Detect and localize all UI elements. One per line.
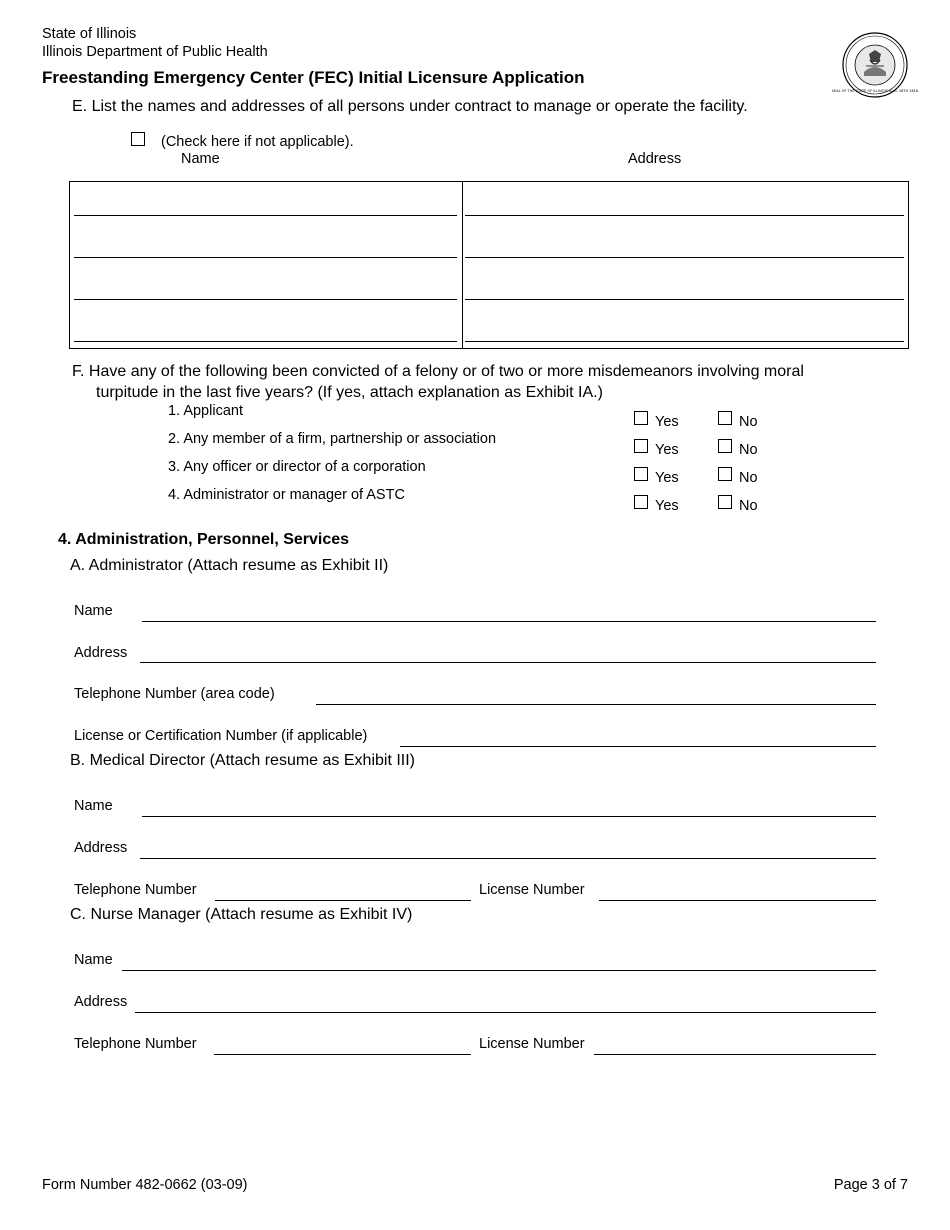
administrator-phone-field[interactable] <box>316 704 876 705</box>
applicant-no-checkbox[interactable] <box>718 411 732 425</box>
page-title: Freestanding Emergency Center (FEC) Initial Licensure Application <box>42 68 585 87</box>
administrator-license-label: License or Certification Number (if applicable) <box>74 728 368 744</box>
nurse-manager-license-label: License Number <box>479 1036 585 1052</box>
nurse-manager-phone-field[interactable] <box>214 1054 471 1055</box>
contractor-address-field-4[interactable] <box>465 341 904 342</box>
conviction-item-applicant: 1. Applicant <box>168 403 243 419</box>
medical-director-phone-label: Telephone Number <box>74 882 197 898</box>
medical-director-title: B. Medical Director (Attach resume as Exhibit III) <box>70 752 415 769</box>
administrator-no-checkbox[interactable] <box>718 495 732 509</box>
medical-director-phone-field[interactable] <box>215 900 471 901</box>
section-e-question: E. List the names and addresses of all persons under contract to manage or operate the facility. <box>72 98 748 115</box>
administrator-license-field[interactable] <box>400 746 876 747</box>
seal-caption: SEAL OF THE STATE OF ILLINOIS AUG. 26TH 1818 <box>831 89 919 93</box>
administrator-address-field[interactable] <box>140 662 876 663</box>
firm-member-yes-checkbox[interactable] <box>634 439 648 453</box>
administrator-title: A. Administrator (Attach resume as Exhibit II) <box>70 557 389 574</box>
applicant-yes-checkbox[interactable] <box>634 411 648 425</box>
no-label: No <box>739 498 758 514</box>
contractor-address-field-2[interactable] <box>465 257 904 258</box>
yes-label: Yes <box>655 498 679 514</box>
not-applicable-label: (Check here if not applicable). <box>161 134 354 150</box>
contractor-table <box>69 181 909 349</box>
page-number: Page 3 of 7 <box>833 1177 908 1193</box>
conviction-item-officer: 3. Any officer or director of a corporation <box>168 459 426 475</box>
contractor-address-field-3[interactable] <box>465 299 904 300</box>
no-label: No <box>739 442 758 458</box>
department-name: Illinois Department of Public Health <box>42 44 268 60</box>
nurse-manager-name-field[interactable] <box>122 970 876 971</box>
nurse-manager-title: C. Nurse Manager (Attach resume as Exhibit IV) <box>70 906 413 923</box>
section-4-heading: 4. Administration, Personnel, Services <box>58 531 350 548</box>
yes-label: Yes <box>655 470 679 486</box>
firm-member-no-checkbox[interactable] <box>718 439 732 453</box>
table-column-divider <box>462 182 463 348</box>
nurse-manager-name-label: Name <box>74 952 113 968</box>
section-f-question-line2: turpitude in the last five years? (If yes, attach explanation as Exhibit IA.) <box>96 384 603 401</box>
medical-director-address-field[interactable] <box>140 858 876 859</box>
medical-director-license-field[interactable] <box>599 900 876 901</box>
conviction-item-administrator: 4. Administrator or manager of ASTC <box>168 487 405 503</box>
administrator-address-label: Address <box>74 645 128 661</box>
column-header-name: Name <box>181 151 220 167</box>
officer-no-checkbox[interactable] <box>718 467 732 481</box>
state-seal-icon <box>831 32 919 98</box>
nurse-manager-address-field[interactable] <box>135 1012 876 1013</box>
yes-label: Yes <box>655 414 679 430</box>
administrator-yes-checkbox[interactable] <box>634 495 648 509</box>
nurse-manager-phone-label: Telephone Number <box>74 1036 197 1052</box>
conviction-item-firm-member: 2. Any member of a firm, partnership or association <box>168 431 497 447</box>
administrator-name-label: Name <box>74 603 113 619</box>
administrator-name-field[interactable] <box>142 621 876 622</box>
nurse-manager-address-label: Address <box>74 994 128 1010</box>
medical-director-license-label: License Number <box>479 882 585 898</box>
officer-yes-checkbox[interactable] <box>634 467 648 481</box>
contractor-name-field-1[interactable] <box>74 215 457 216</box>
administrator-phone-label: Telephone Number (area code) <box>74 686 275 702</box>
medical-director-address-label: Address <box>74 840 128 856</box>
contractor-name-field-2[interactable] <box>74 257 457 258</box>
state-name: State of Illinois <box>42 26 137 42</box>
section-f-question-line1: F. Have any of the following been convicted of a felony or of two or more misdemeanors involving moral <box>72 363 804 380</box>
yes-label: Yes <box>655 442 679 458</box>
medical-director-name-label: Name <box>74 798 113 814</box>
contractor-name-field-3[interactable] <box>74 299 457 300</box>
no-label: No <box>739 414 758 430</box>
not-applicable-checkbox[interactable] <box>131 132 145 146</box>
form-number: Form Number 482-0662 (03-09) <box>42 1177 248 1193</box>
contractor-name-field-4[interactable] <box>74 341 457 342</box>
no-label: No <box>739 470 758 486</box>
column-header-address: Address <box>628 151 682 167</box>
medical-director-name-field[interactable] <box>142 816 876 817</box>
nurse-manager-license-field[interactable] <box>594 1054 876 1055</box>
contractor-address-field-1[interactable] <box>465 215 904 216</box>
